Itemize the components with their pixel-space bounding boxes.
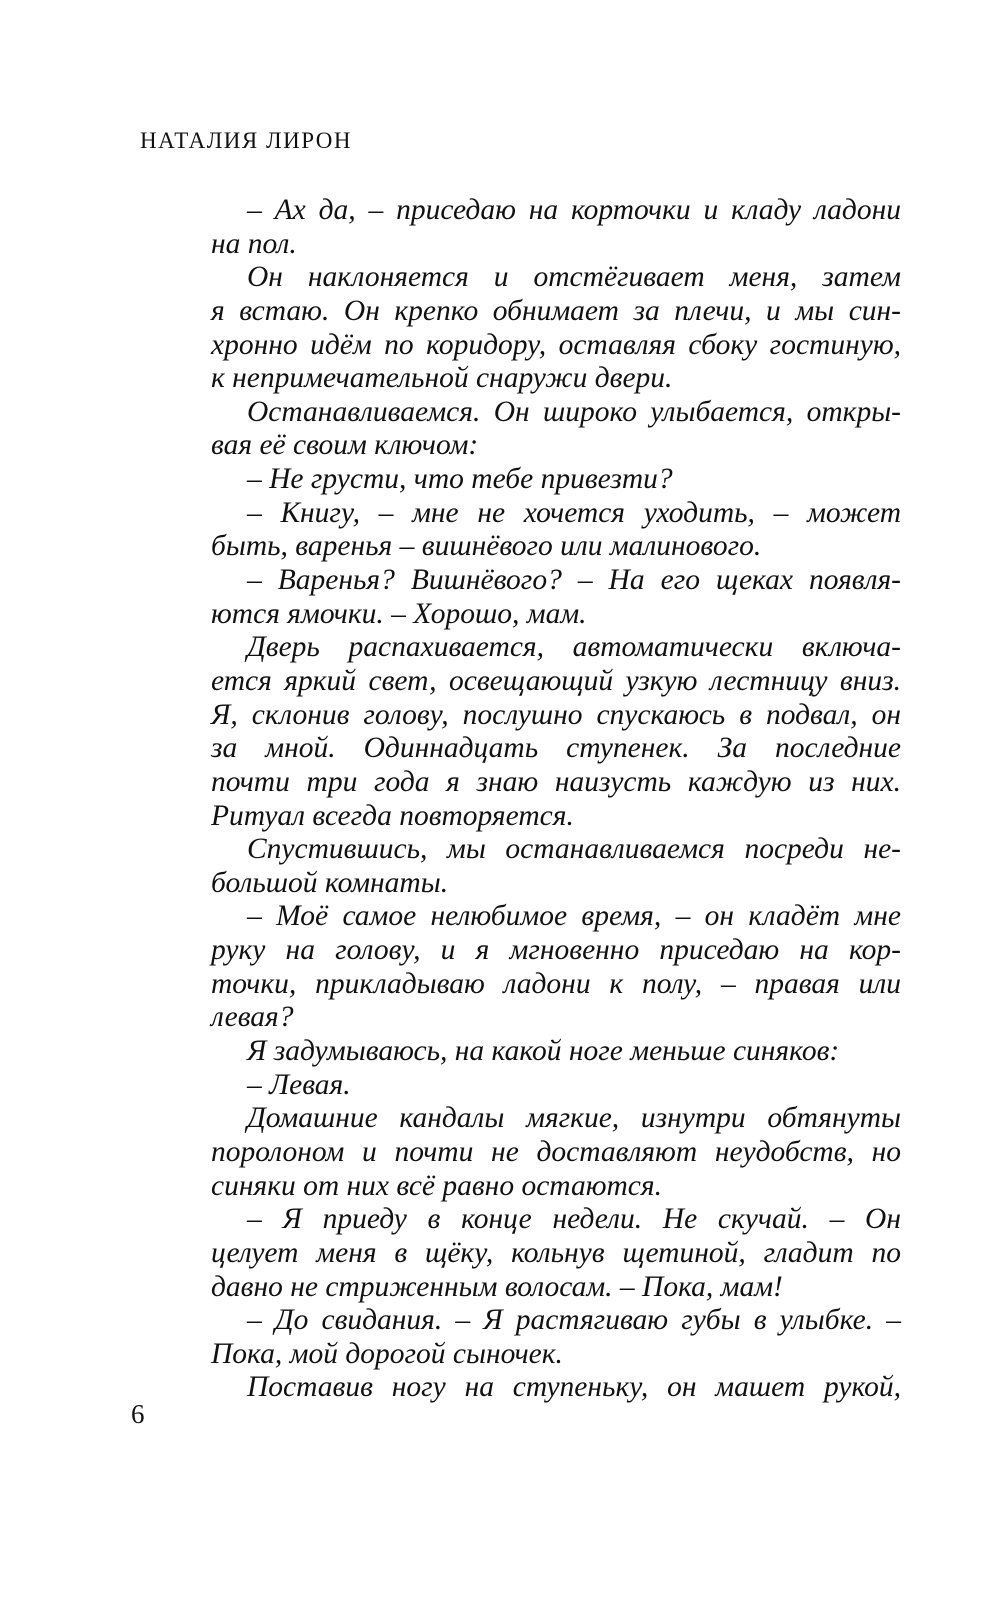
text-line: – Варенья? Вишнёвого? – На его щеках появля- <box>247 564 901 597</box>
text-line: – До свидания. – Я растягиваю губы в улыбке. – <box>247 1304 901 1337</box>
text-line: почти три года я знаю наизусть каждую из них. <box>211 765 901 798</box>
text-line: быть, варенья – вишнёвого или малинового. <box>211 530 762 563</box>
text-line: большой комнаты. <box>211 866 449 899</box>
text-line: – Книгу, – мне не хочется уходить, – может <box>247 496 901 529</box>
text-line: за мной. Одиннадцать ступенек. За последние <box>211 732 901 765</box>
body-text <box>211 194 901 1405</box>
text-line: – Моё самое нелюбимое время, – он кладёт мне <box>247 900 901 933</box>
text-line: руку на голову, и я мгновенно приседаю на кор- <box>211 934 901 967</box>
text-line: Останавливаемся. Он широко улыбается, откры- <box>247 395 901 428</box>
text-line: хронно идём по коридору, оставляя сбоку гостиную, <box>211 328 901 361</box>
text-line: ется яркий свет, освещающий узкую лестницу вниз. <box>211 664 901 697</box>
text-line: Ритуал всегда повторяется. <box>211 799 574 832</box>
text-line: Домашние кандалы мягкие, изнутри обтянуты <box>247 1102 901 1135</box>
text-line: целует меня в щёку, кольнув щетиной, гладит по <box>211 1236 901 1269</box>
text-line: – Я приеду в конце недели. Не скучай. – Он <box>247 1203 901 1236</box>
text-line: – Не грусти, что тебе привезти? <box>247 463 673 496</box>
text-line: Поставив ногу на ступеньку, он машет рукой, <box>247 1371 901 1404</box>
running-head: НАТАЛИЯ ЛИРОН <box>140 128 353 153</box>
text-line: Я задумываюсь, на какой ноге меньше синяков: <box>247 1035 840 1068</box>
text-line: левая? <box>211 1001 294 1034</box>
text-line: на пол. <box>211 227 297 260</box>
text-line: Дверь распахивается, автоматически включа- <box>247 631 901 664</box>
text-line: – Ах да, – приседаю на корточки и кладу ладони <box>247 194 901 226</box>
text-line: точки, прикладываю ладони к полу, – правая или <box>211 967 901 1000</box>
text-line: Спустившись, мы останавливаемся посреди не- <box>247 833 901 866</box>
text-line: давно не стриженным волосам. – Пока, мам! <box>211 1270 783 1303</box>
text-line: к непримечательной снаружи двери. <box>211 362 673 395</box>
text-line: я встаю. Он крепко обнимает за плечи, и мы син- <box>211 294 901 327</box>
text-line: поролоном и почти не доставляют неудобств, но <box>211 1135 901 1168</box>
text-line: синяки от них всё равно остаются. <box>211 1169 662 1202</box>
text-line: Он наклоняется и отстёгивает меня, затем <box>247 261 901 294</box>
text-line: Я, склонив голову, послушно спускаюсь в подвал, он <box>211 698 901 731</box>
page-number: 6 <box>131 1399 145 1429</box>
text-line: – Левая. <box>247 1068 351 1101</box>
text-line: вая её своим ключом: <box>211 429 479 462</box>
text-line: ются ямочки. – Хорошо, мам. <box>211 597 587 630</box>
text-line: Пока, мой дорогой сыночек. <box>211 1337 563 1370</box>
